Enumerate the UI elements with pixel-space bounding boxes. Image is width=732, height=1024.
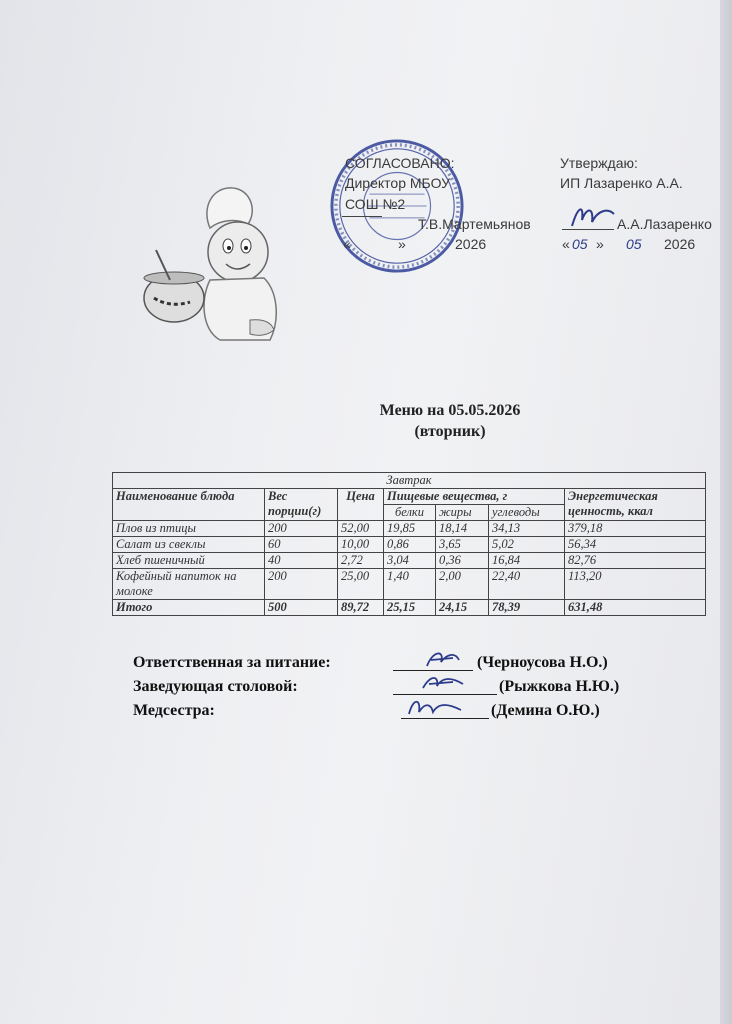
cell-carbs: 5,02 <box>489 537 565 553</box>
cell-energy: 113,20 <box>565 569 706 600</box>
cell-fats: 0,36 <box>436 553 489 569</box>
cell-proteins: 3,04 <box>384 553 436 569</box>
signer-role: Медсестра: <box>133 702 215 719</box>
cell-energy: 379,18 <box>565 521 706 537</box>
agreed-label: СОГЛАСОВАНО: <box>345 155 455 171</box>
approved-name: А.А.Лазаренко <box>617 216 712 232</box>
menu-title <box>300 400 600 442</box>
total-proteins: 25,15 <box>384 600 436 616</box>
approved-signature <box>568 200 620 232</box>
cell-weight: 200 <box>265 569 338 600</box>
approved-month: 05 <box>626 236 642 252</box>
cell-weight: 60 <box>265 537 338 553</box>
cell-price: 10,00 <box>338 537 384 553</box>
cell-dish: Хлеб пшеничный <box>113 553 265 569</box>
agreed-date-open: « <box>343 236 351 252</box>
cell-carbs: 34,13 <box>489 521 565 537</box>
table-row <box>113 569 706 600</box>
table-total-row <box>113 600 706 616</box>
cell-carbs: 22,40 <box>489 569 565 600</box>
signature-mark <box>405 694 465 720</box>
signer-name: (Рыжкова Н.Ю.) <box>499 678 620 695</box>
total-carbs: 78,39 <box>489 600 565 616</box>
signer-role: Ответственная за питание: <box>133 654 331 671</box>
total-weight: 500 <box>265 600 338 616</box>
cell-weight: 200 <box>265 521 338 537</box>
header-dish: Наименование блюда <box>113 489 265 521</box>
total-price: 89,72 <box>338 600 384 616</box>
cell-dish: Кофейный напиток на молоке <box>113 569 265 600</box>
approved-label: Утверждаю: <box>560 155 638 171</box>
header-proteins: белки <box>384 505 436 521</box>
approved-entrepreneur: ИП Лазаренко А.А. <box>560 175 683 191</box>
menu-title-weekday: (вторник) <box>414 423 486 440</box>
agreed-position: Директор МБОУ <box>345 175 451 191</box>
cell-fats: 2,00 <box>436 569 489 600</box>
cell-weight: 40 <box>265 553 338 569</box>
page-shadow <box>720 0 732 1024</box>
table-row <box>113 537 706 553</box>
total-energy: 631,48 <box>565 600 706 616</box>
cell-proteins: 19,85 <box>384 521 436 537</box>
approved-date-open: « <box>562 236 570 252</box>
signer-name: (Демина О.Ю.) <box>491 702 600 719</box>
table-row <box>113 521 706 537</box>
cell-energy: 56,34 <box>565 537 706 553</box>
cell-proteins: 0,86 <box>384 537 436 553</box>
cell-energy: 82,76 <box>565 553 706 569</box>
agreed-signature-line <box>342 216 382 217</box>
signer-role: Заведующая столовой: <box>133 678 298 695</box>
cell-proteins: 1,40 <box>384 569 436 600</box>
table-row <box>113 553 706 569</box>
header-energy: Энергетическая ценность, ккал <box>565 489 706 521</box>
agreed-name: Т.В.Мартемьянов <box>418 216 531 232</box>
total-label: Итого <box>113 600 265 616</box>
table-meal-row <box>113 473 706 489</box>
header-carbs: углеводы <box>489 505 565 521</box>
menu-table <box>112 472 706 616</box>
approved-day: 05 <box>572 236 588 252</box>
cell-price: 52,00 <box>338 521 384 537</box>
agreed-school: СОШ №2 <box>345 196 406 212</box>
cell-dish: Салат из свеклы <box>113 537 265 553</box>
cell-fats: 3,65 <box>436 537 489 553</box>
agreed-date-close: » <box>398 236 406 252</box>
signature-mark <box>419 672 467 696</box>
approved-date-close: » <box>596 236 604 252</box>
header-fats: жиры <box>436 505 489 521</box>
header-nutrients: Пищевые вещества, г <box>384 489 565 505</box>
cell-carbs: 16,84 <box>489 553 565 569</box>
table-header-row <box>113 489 706 505</box>
cell-price: 25,00 <box>338 569 384 600</box>
agreed-year: 2026 <box>455 236 487 252</box>
approved-year: 2026 <box>664 236 696 252</box>
header-weight: Вес порции(г) <box>265 489 338 521</box>
cell-fats: 18,14 <box>436 521 489 537</box>
header-price: Цена <box>338 489 384 521</box>
menu-title-date: Меню на 05.05.2026 <box>379 402 521 419</box>
signer-name: (Черноусова Н.О.) <box>477 654 608 671</box>
meal-name: Завтрак <box>113 473 706 489</box>
cell-dish: Плов из птицы <box>113 521 265 537</box>
signature-mark <box>423 648 463 672</box>
total-fats: 24,15 <box>436 600 489 616</box>
chef-illustration <box>140 180 290 345</box>
cell-price: 2,72 <box>338 553 384 569</box>
